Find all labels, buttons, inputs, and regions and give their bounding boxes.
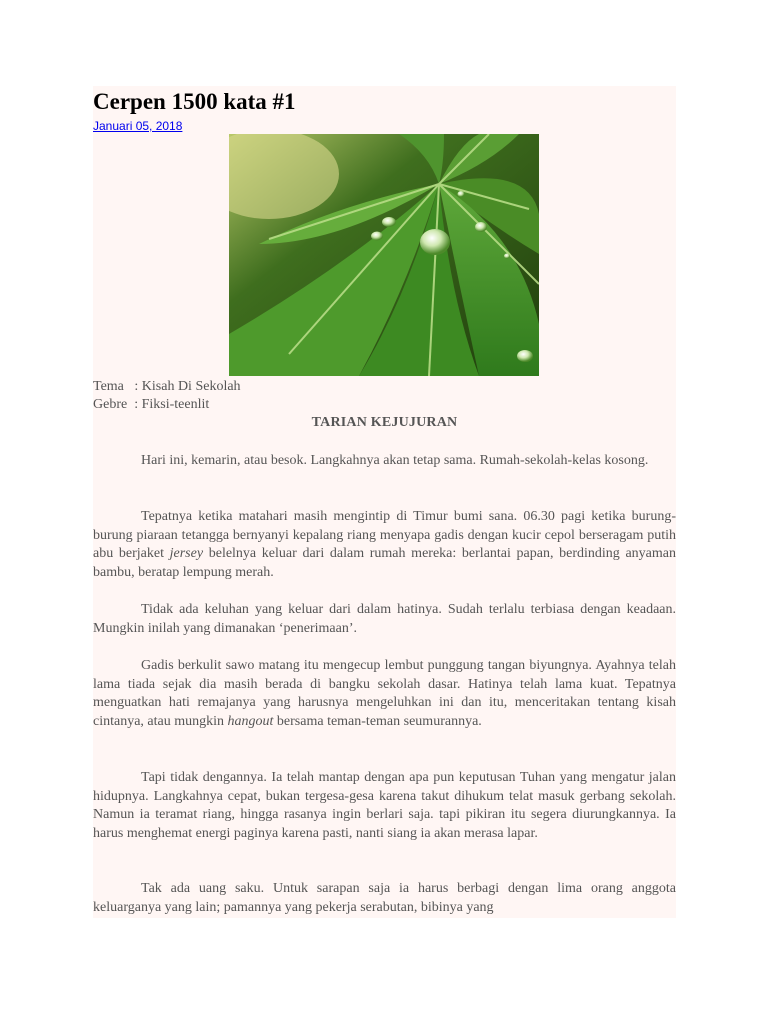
leaf-illustration (229, 134, 539, 376)
paragraph: Tepatnya ketika matahari masih mengintip di Timur bumi sana. 06.30 pagi ketika burung-burung piaraan tetangga bernyanyi kepalang riang menyapa gadis dengan kucir cepol berseragam putih abu berjaket jersey belelnya keluar dari dalam rumah mereka: berlantai papan, berdinding anyaman bambu, beratap lempung merah. (93, 509, 676, 580)
paragraph: Hari ini, kemarin, atau besok. Langkahnya akan tetap sama. Rumah-sekolah-kelas kosong. (141, 453, 649, 468)
post-title: Cerpen 1500 kata #1 (93, 89, 296, 114)
paragraph: Tapi tidak dengannya. Ia telah mantap dengan apa pun keputusan Tuhan yang mengatur jalan hidupnya. Langkahnya cepat, bukan tergesa-gesa karena takut dihukum telat masuk gerbang sekolah. Namun ia teramat riang, hingga rasanya ingin berlari saja. tapi pikiran itu segera diurungkannya. Ia harus menghemat energi paginya karena pasti, nanti siang ia akan merasa lapar. (93, 770, 676, 841)
story-title: TARIAN KEJUJURAN (311, 415, 458, 430)
paragraph: Tak ada uang saku. Untuk sarapan saja ia harus berbagi dengan lima orang anggota keluarganya yang lain; pamannya yang pekerja serabutan, bibinya yang (93, 881, 676, 915)
meta-tema: Tema : Kisah Di Sekolah (93, 379, 241, 394)
paragraph: Gadis berkulit sawo matang itu mengecup lembut punggung tangan biyungnya. Ayahnya telah lama tiada sejak dia masih berada di bangku sekolah dasar. Hatinya telah lama kuat. Tepatnya menguatkan hati remajanya yang harusnya mengeluhkan ini dan itu, menceritakan tentang kisah cintanya, atau mungkin hangout bersama teman-teman seumurannya. (93, 658, 676, 729)
meta-genre: Gebre : Fiksi-teenlit (93, 397, 210, 412)
paragraph: Tidak ada keluhan yang keluar dari dalam hatinya. Sudah terlalu terbiasa dengan keadaan. Mungkin inilah yang dimanakan ‘penerimaan’. (93, 602, 676, 636)
leaf-photo (229, 134, 539, 376)
post-date-link[interactable]: Januari 05, 2018 (93, 119, 183, 133)
